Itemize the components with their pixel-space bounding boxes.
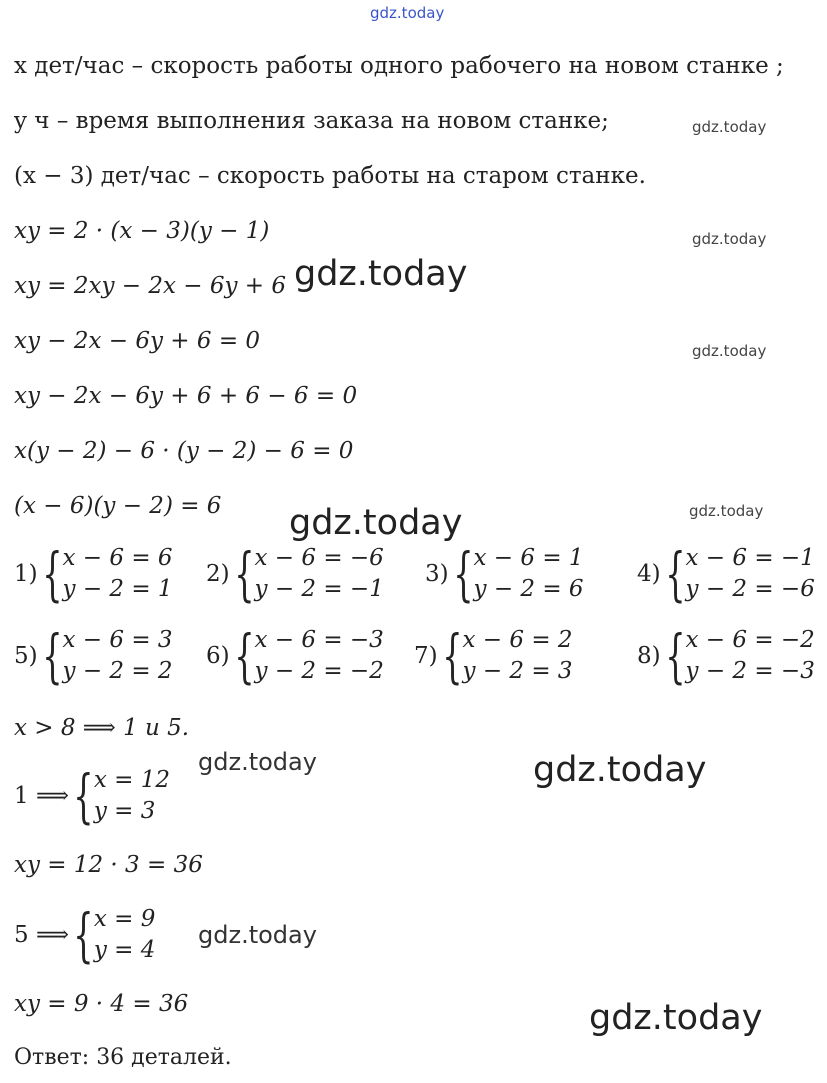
system-eq2: y − 2 = 3 (462, 658, 573, 684)
solution-eq1: x = 12 (93, 767, 170, 793)
equation-3: xy − 2x − 6y + 6 = 0 (14, 328, 261, 354)
brace-icon: { (233, 622, 255, 690)
system-eq1: x − 6 = −6 (254, 545, 384, 571)
solution-label: 1 ⟹ (14, 783, 69, 809)
system-1 (14, 540, 173, 608)
system-eq1: x − 6 = 1 (473, 545, 584, 571)
system-eq1: x − 6 = 2 (462, 627, 573, 653)
product-line-2: xy = 9 · 4 = 36 (14, 991, 189, 1017)
system-6 (206, 622, 384, 690)
system-7 (414, 622, 573, 690)
brace-icon: { (441, 622, 463, 690)
brace-icon: { (73, 762, 94, 830)
watermark-large: gdz.today (289, 503, 463, 543)
condition-line: x > 8 ⟹ 1 и 5. (14, 715, 190, 741)
system-label: 4) (637, 561, 661, 587)
system-5 (14, 622, 173, 690)
line-variable-y: y ч – время выполнения заказа на новом станке; (14, 108, 609, 134)
brace-icon: { (73, 901, 94, 969)
watermark-top: gdz.today (370, 4, 445, 22)
solution-eq2: y = 4 (93, 937, 156, 963)
watermark-small: gdz.today (692, 342, 767, 360)
product-line-1: xy = 12 · 3 = 36 (14, 852, 203, 878)
system-eq2: y − 2 = 1 (62, 576, 173, 602)
system-label: 1) (14, 561, 38, 587)
brace-icon: { (664, 622, 686, 690)
equation-5: x(y − 2) − 6 · (y − 2) − 6 = 0 (14, 438, 354, 464)
system-label: 2) (206, 561, 230, 587)
system-8 (637, 622, 815, 690)
system-label: 5) (14, 643, 38, 669)
solution-1 (14, 762, 170, 830)
equation-2: xy = 2xy − 2x − 6y + 6 (14, 273, 287, 299)
system-eq2: y − 2 = −1 (254, 576, 384, 602)
equation-6: (x − 6)(y − 2) = 6 (14, 493, 222, 519)
system-eq1: x − 6 = −1 (685, 545, 815, 571)
system-eq1: x − 6 = 3 (62, 627, 173, 653)
watermark-large: gdz.today (533, 750, 707, 790)
system-eq2: y − 2 = 6 (473, 576, 584, 602)
brace-icon: { (233, 540, 255, 608)
equation-1: xy = 2 · (x − 3)(y − 1) (14, 218, 270, 244)
solution-eq1: x = 9 (93, 906, 156, 932)
brace-icon: { (452, 540, 474, 608)
watermark-small: gdz.today (692, 230, 767, 248)
system-4 (637, 540, 815, 608)
system-3 (425, 540, 584, 608)
system-2 (206, 540, 384, 608)
watermark-small: gdz.today (692, 118, 767, 136)
system-eq2: y − 2 = −2 (254, 658, 384, 684)
line-variable-x: x дет/час – скорость работы одного рабочего на новом станке ; (14, 53, 784, 79)
system-label: 6) (206, 643, 230, 669)
system-eq1: x − 6 = −3 (254, 627, 384, 653)
brace-icon: { (41, 622, 63, 690)
watermark-medium: gdz.today (198, 921, 317, 949)
answer-line: Ответ: 36 деталей. (14, 1045, 232, 1070)
solution-eq2: y = 3 (93, 798, 156, 824)
watermark-small: gdz.today (689, 502, 764, 520)
solution-label: 5 ⟹ (14, 922, 69, 948)
brace-icon: { (664, 540, 686, 608)
solution-5 (14, 901, 156, 969)
system-label: 3) (425, 561, 449, 587)
watermark-large: gdz.today (294, 254, 468, 294)
watermark-medium: gdz.today (198, 748, 317, 776)
equation-4: xy − 2x − 6y + 6 + 6 − 6 = 0 (14, 383, 358, 409)
system-eq2: y − 2 = −6 (685, 576, 815, 602)
system-eq1: x − 6 = 6 (62, 545, 173, 571)
watermark-large: gdz.today (589, 998, 763, 1038)
system-label: 7) (414, 643, 438, 669)
system-eq2: y − 2 = −3 (685, 658, 815, 684)
system-label: 8) (637, 643, 661, 669)
line-old-machine-speed: (x − 3) дет/час – скорость работы на старом станке. (14, 163, 646, 189)
system-eq1: x − 6 = −2 (685, 627, 815, 653)
brace-icon: { (41, 540, 63, 608)
system-eq2: y − 2 = 2 (62, 658, 173, 684)
